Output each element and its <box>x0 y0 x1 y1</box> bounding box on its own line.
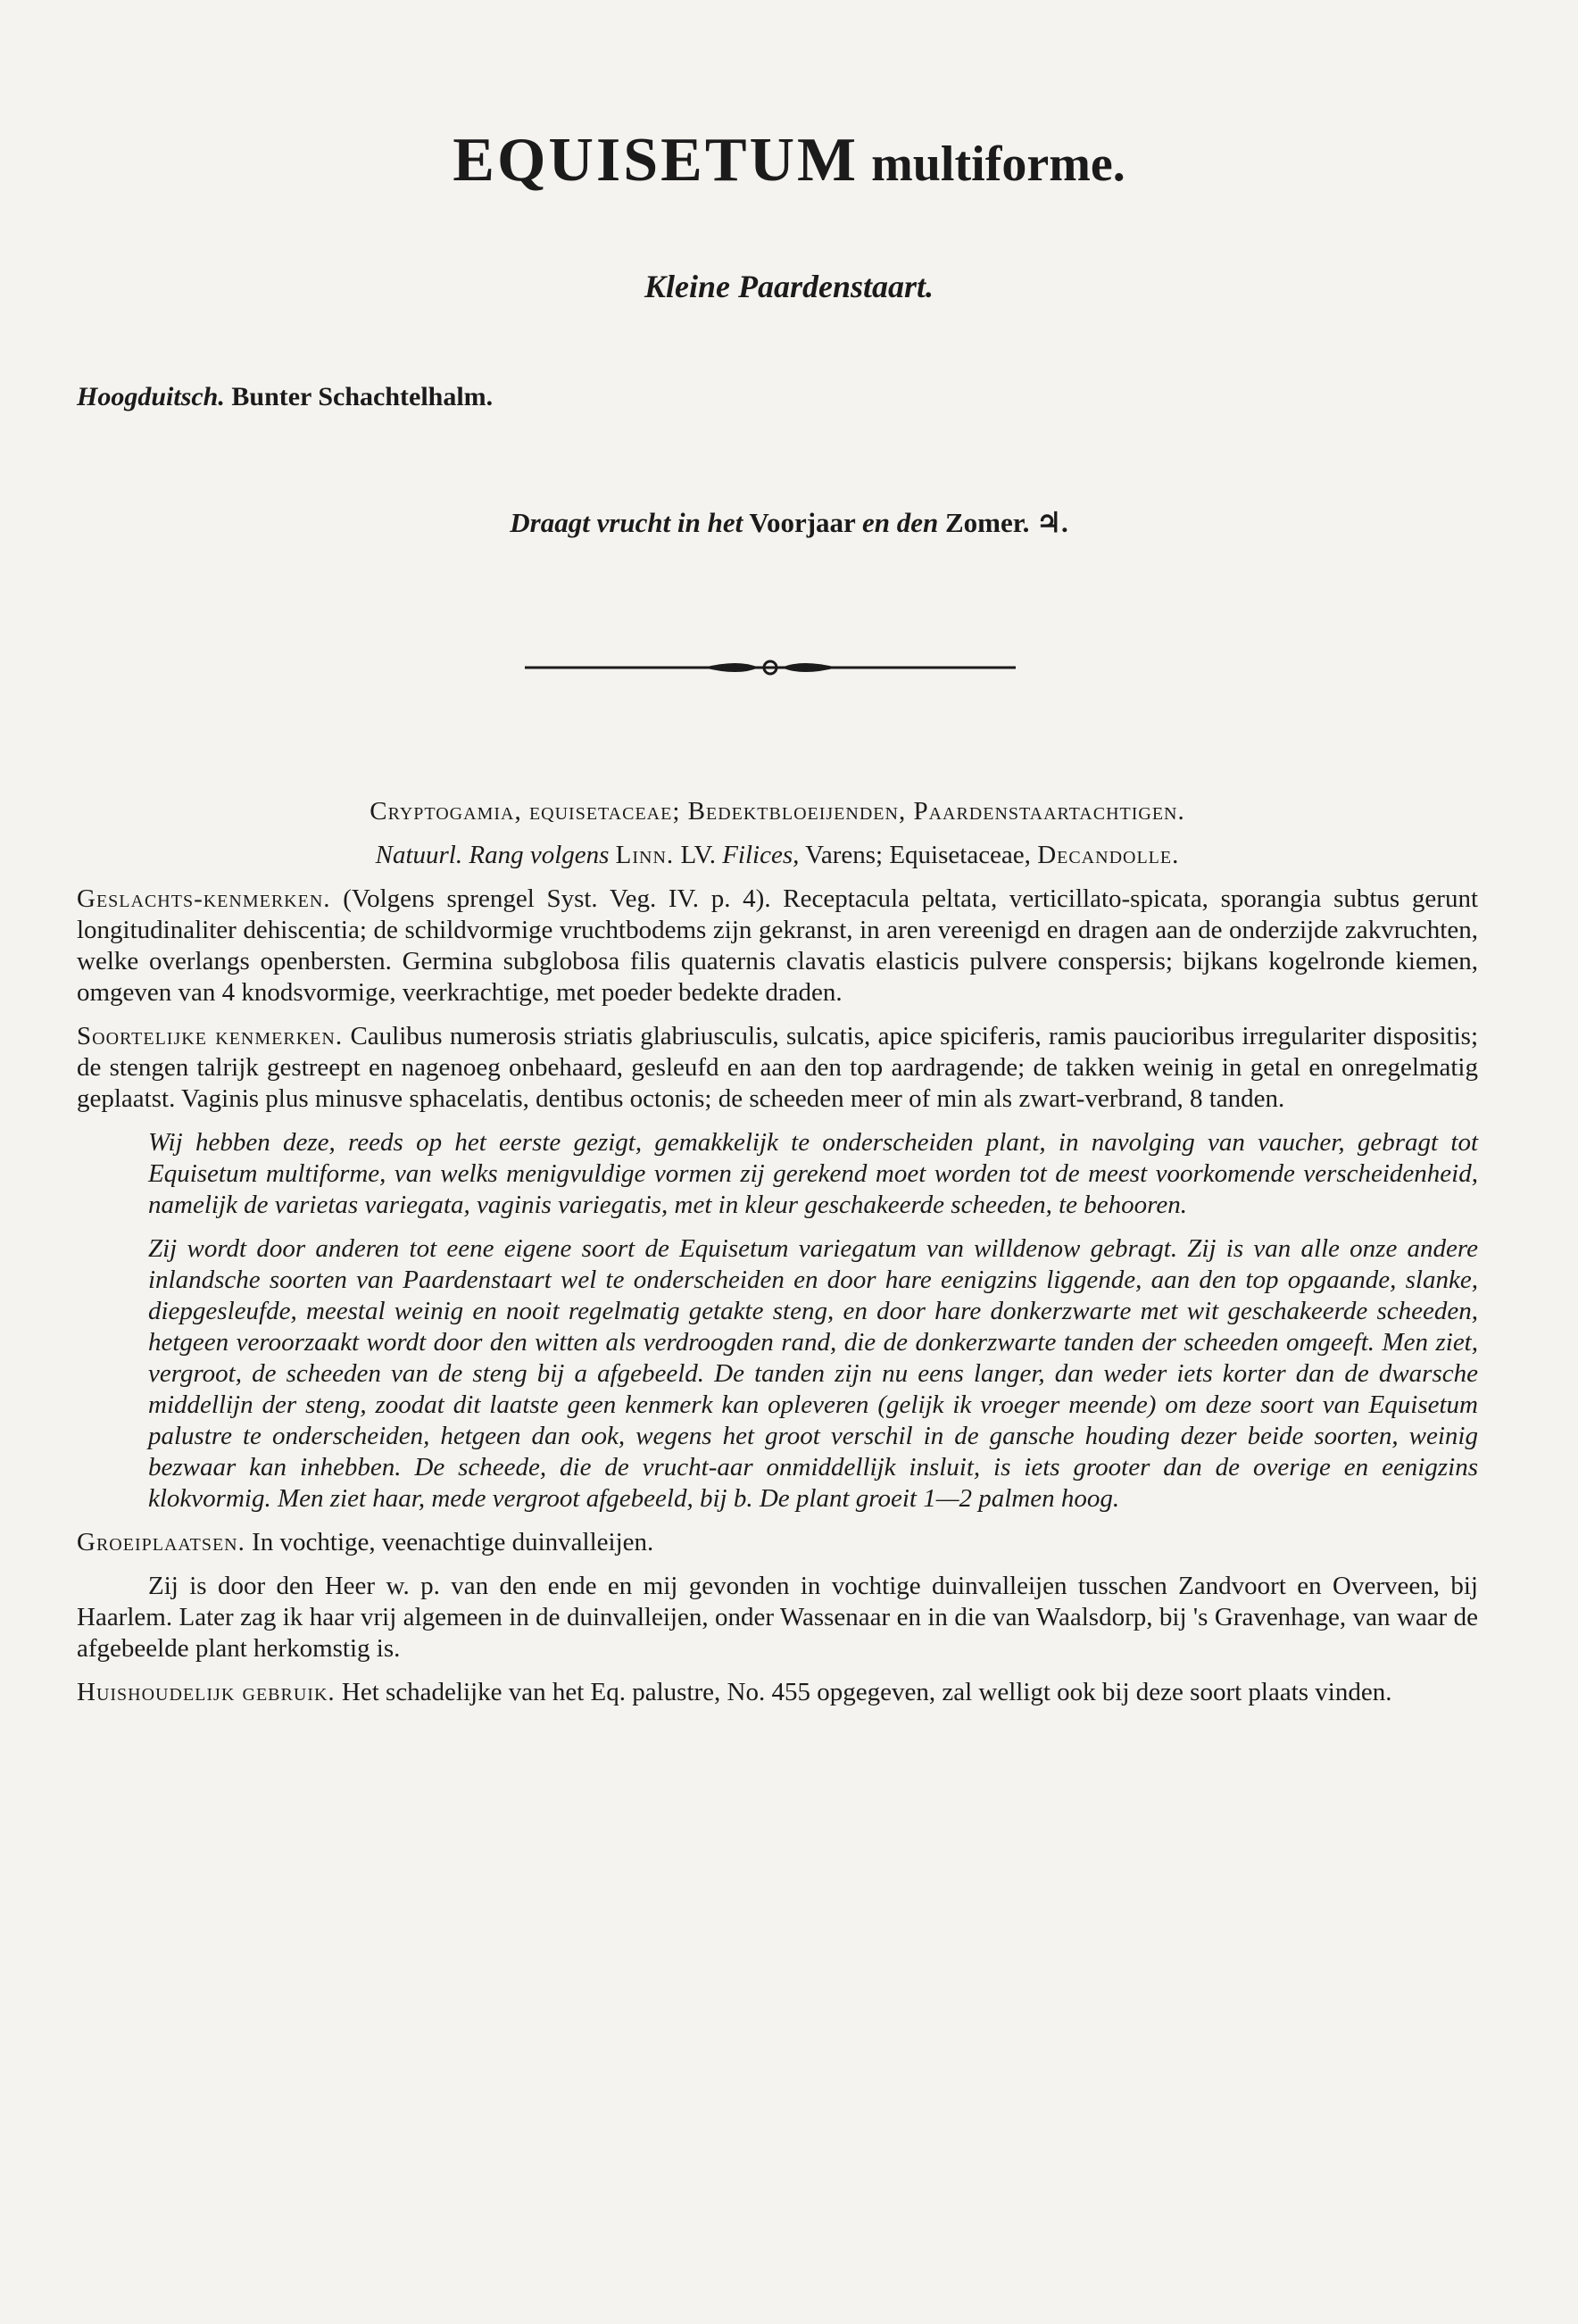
species-characteristics: Soortelijke kenmerken. Caulibus numerosis striatis glabriusculis, sulcatis, apice spiciferis, ramis paucioribus irregulariter dispositis; de stengen talrijk gestreept en nagenoeg onbehaard, gesleufd en aan den top aardragende; de takken weinig in getal en onregelmatig geplaatst. Vaginis plus minusve sphacelatis, dentibus octonis; de scheeden meer of min als zwart-verbrand, 8 tanden. <box>77 1022 1478 1113</box>
page-title <box>0 125 1578 196</box>
fruiting-line <box>0 507 1578 539</box>
section-heading: Soortelijke kenmerken. <box>77 1022 344 1050</box>
habitat: Groeiplaatsen. In vochtige, veenachtige duinvalleijen. <box>77 1528 654 1556</box>
fruit-text-a: Draagt vrucht in het <box>510 507 743 538</box>
german-name: Bunter Schachtelhalm. <box>231 382 494 411</box>
title-genus: EQUISETUM <box>453 126 860 195</box>
section-heading: Huishoudelijk gebruik. <box>77 1678 336 1706</box>
commentary-paragraph-2: Zij wordt door anderen tot eene eigene soort de Equisetum variegatum van willdenow gebragt. Zij is van alle onze andere inlandsche soorten van Paardenstaart wel te onderscheiden en door hare eenigzins liggende, aan den top opgaande, slanke, diepgesleufde, meestal weinig en nooit regelmatig getakte steng, en door hare donkerzwarte met wit geschakeerde scheeden, hetgeen veroorzaakt wordt door den witten als verdroogden rand, die de donkerzwarte tanden der scheeden omgeeft. Men ziet, vergroot, de scheeden van de steng bij a afgebeeld. De tanden zijn nu eens langer, dan weder iets korter dan de dwarsche middellijn der steng, zoodat dit laatste geen kenmerk kan opleveren (gelijk ik vroeger meende) om deze soort van Equisetum palustre te onderscheiden, hetgeen dan ook, wegens het groot verschil in de gansche houding dezer beide soorten, weinig bezwaar kan inhebben. De scheede, die de vrucht-aar onmiddellijk insluit, is iets grooter dan de overige en eenigzins klokvormig. Men ziet haar, mede vergroot afgebeeld, bij b. De plant groeit 1—2 palmen hoog. <box>148 1234 1478 1513</box>
section-heading: Geslachts-kenmerken. <box>77 884 331 913</box>
title-species: multiforme. <box>871 137 1125 192</box>
locality-paragraph: Zij is door den Heer w. p. van den ende en mij gevonden in vochtige duinvalleijen tusschen Zandvoort en Overveen, bij Haarlem. Later zag ik haar vrij algemeen in de duinvalleijen, onder Wassenaar en in die van Waalsdorp, bij 's Gravenhage, van waar de afgebeelde plant herkomstig is. <box>77 1572 1478 1663</box>
german-label: Hoogduitsch. <box>77 382 225 411</box>
fruit-text-b: Voorjaar <box>749 507 856 538</box>
fruit-text-c: en den <box>862 507 939 538</box>
ornament-divider-icon <box>525 654 1016 681</box>
commentary-paragraph-1: Wij hebben deze, reeds op het eerste gezigt, gemakkelijk te onderscheiden plant, in navolging van vaucher, gebragt tot Equisetum multiforme, van welks menigvuldige vormen zij gerekend moet worden tot de meest voorkomende verscheidenheid, namelijk de varietas variegata, vaginis variegatis, met in kleur geschakeerde scheeden, te behooren. <box>148 1128 1478 1219</box>
perennial-symbol: ♃. <box>1036 507 1068 538</box>
classification-line-2: Natuurl. Rang volgens Linn. LV. Filices, Varens; Equisetaceae, Decandolle. <box>375 841 1180 869</box>
fruit-text-d: Zomer. <box>945 507 1030 538</box>
german-name-line <box>77 382 493 412</box>
description-body <box>77 796 1478 1721</box>
household-use: Huishoudelijk gebruik. Het schadelijke van het Eq. palustre, No. 455 opgegeven, zal welligt ook bij deze soort plaats vinden. <box>77 1678 1392 1706</box>
genus-characteristics: Geslachts-kenmerken. (Volgens sprengel Syst. Veg. IV. p. 4). Receptacula peltata, verticillato-spicata, sporangia subtus gerunt longitudinaliter dehiscentia; de schildvormige vruchtbodems zijn gekranst, in aren vereenigd en dragen aan de onderzijde zakvruchten, welke overlangs openbersten. Germina subglobosa filis quaternis clavatis elasticis pulvere conspersis; bijkans kogelronde kiemen, omgeven van 4 knodsvormige, veerkrachtige, met poeder bedekte draden. <box>77 884 1478 1007</box>
classification-line-1: Cryptogamia, equisetaceae; Bedektbloeijenden, Paardenstaartachtigen. <box>370 797 1185 826</box>
section-heading: Groeiplaatsen. <box>77 1528 245 1556</box>
common-name: Kleine Paardenstaart. <box>644 269 934 304</box>
